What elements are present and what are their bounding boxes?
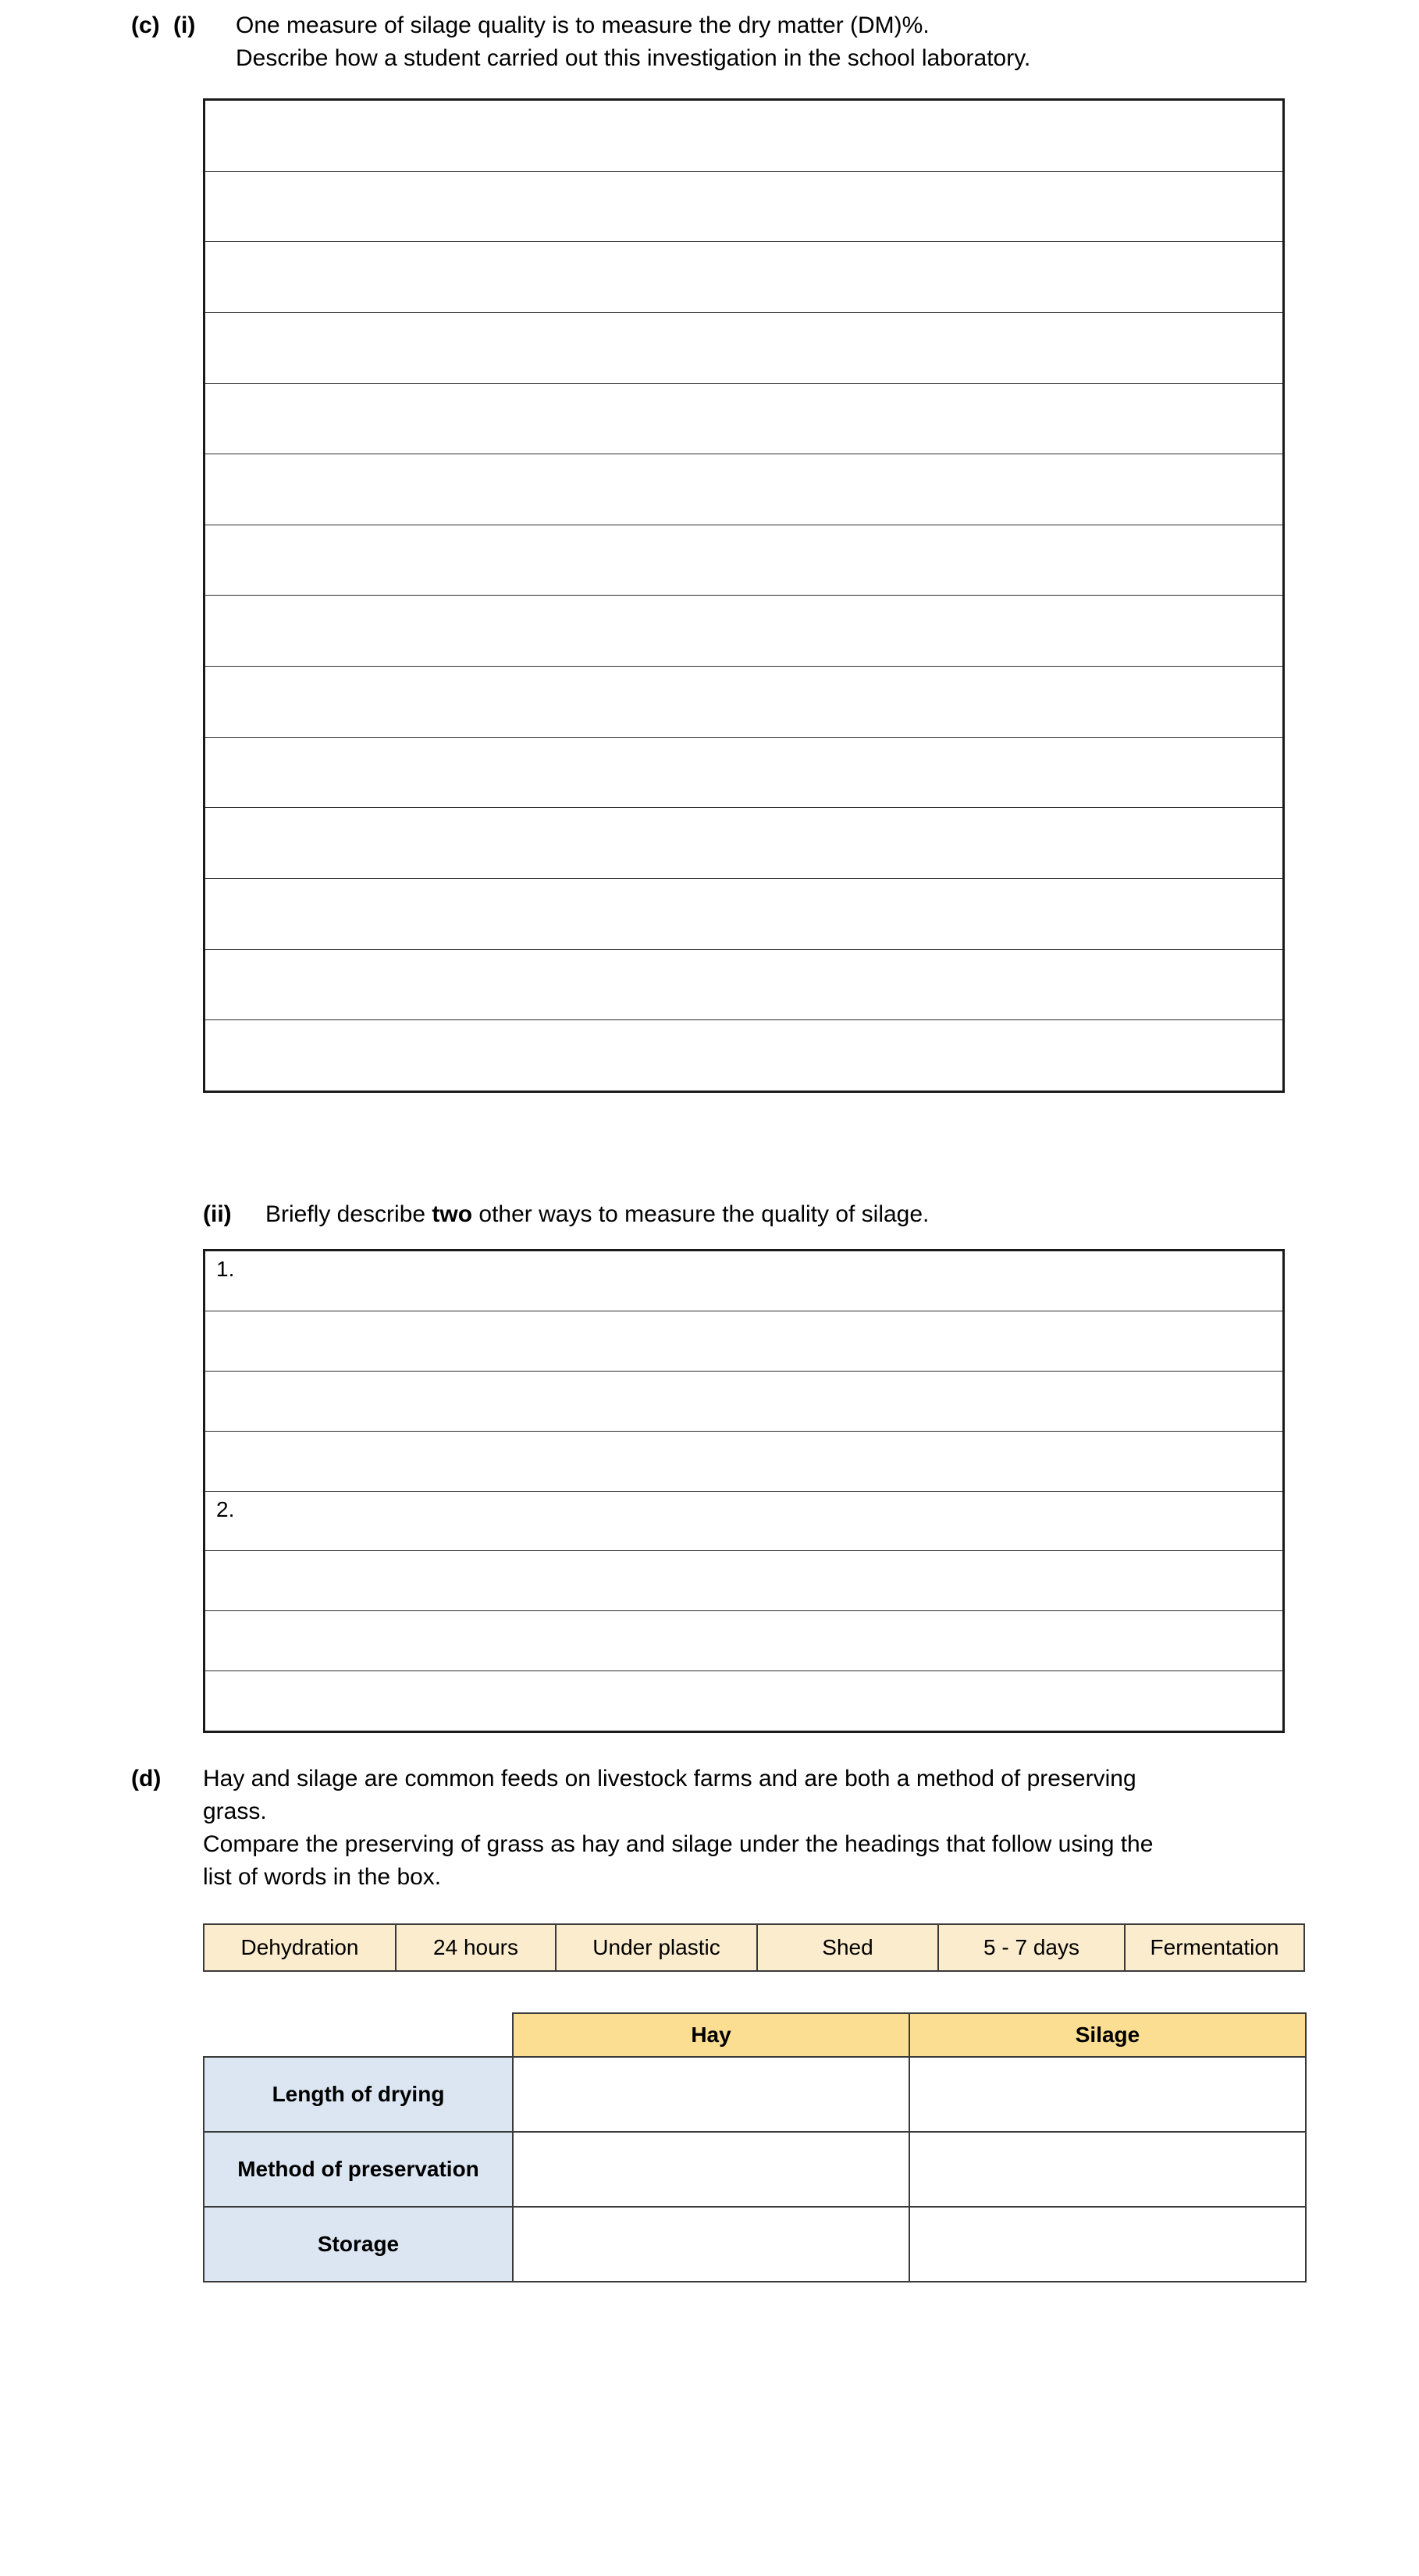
question-d-line1: Hay and silage are common feeds on livestock farms and are both a method of preserving (203, 1766, 1136, 1791)
answer-line[interactable] (205, 1372, 1282, 1432)
answer-line-2[interactable]: 2. (205, 1492, 1282, 1552)
table-row-header-storage: Storage (204, 2207, 513, 2282)
question-d-line2: grass. (203, 1799, 267, 1824)
answer-line[interactable] (205, 384, 1282, 455)
word-bank (203, 1923, 1305, 1972)
answer-line[interactable] (205, 313, 1282, 384)
question-c-ii-text-after: other ways to measure the quality of silage. (472, 1201, 930, 1227)
question-c-i-text (236, 9, 1286, 75)
table-cell-silage-length-of-drying[interactable] (909, 2057, 1306, 2132)
question-d-line3: Compare the preserving of grass as hay and silage under the headings that follow using the (203, 1831, 1154, 1857)
table-corner-cell (204, 2013, 513, 2057)
question-marker-d: (d) (131, 1766, 162, 1791)
answer-line[interactable] (205, 172, 1282, 243)
question-d-text (203, 1763, 1294, 1894)
answer-line[interactable] (205, 596, 1282, 667)
table-row (204, 2132, 1306, 2207)
answer-line[interactable] (205, 101, 1282, 172)
answer-line[interactable] (205, 454, 1282, 525)
answer-line[interactable] (205, 738, 1282, 809)
table-column-header-silage: Silage (909, 2013, 1306, 2057)
question-marker-c-ii: (ii) (203, 1201, 232, 1227)
answer-line[interactable] (205, 525, 1282, 596)
answer-line[interactable] (205, 1311, 1282, 1372)
word-bank-item: Shed (758, 1925, 939, 1970)
hay-silage-comparison-table (203, 2012, 1307, 2282)
answer-line[interactable] (205, 1551, 1282, 1611)
table-row (204, 2207, 1306, 2282)
answer-line[interactable] (205, 1432, 1282, 1492)
answer-line-1[interactable]: 1. (205, 1251, 1282, 1311)
table-cell-hay-method-of-preservation[interactable] (513, 2132, 909, 2207)
table-row-header-method-of-preservation: Method of preservation (204, 2132, 513, 2207)
question-c-ii-text (265, 1198, 1288, 1231)
word-bank-item: 5 - 7 days (939, 1925, 1126, 1970)
question-c-ii-text-before: Briefly describe (265, 1201, 432, 1227)
word-bank-item: 24 hours (397, 1925, 557, 1970)
table-header-row (204, 2013, 1306, 2057)
table-row-header-length-of-drying: Length of drying (204, 2057, 513, 2132)
answer-line[interactable] (205, 1671, 1282, 1731)
question-c-i-line2: Describe how a student carried out this investigation in the school laboratory. (236, 45, 1031, 71)
table-cell-silage-storage[interactable] (909, 2207, 1306, 2282)
answer-line[interactable] (205, 242, 1282, 313)
question-c-ii-text-bold: two (432, 1201, 473, 1227)
answer-line[interactable] (205, 879, 1282, 950)
question-marker-c-i: (i) (173, 12, 196, 38)
table-row (204, 2057, 1306, 2132)
answer-line[interactable] (205, 667, 1282, 738)
word-bank-item: Fermentation (1126, 1925, 1303, 1970)
table-cell-hay-storage[interactable] (513, 2207, 909, 2282)
question-c-ii-heading (203, 1198, 1288, 1231)
answer-line[interactable] (205, 1611, 1282, 1671)
question-marker-c: (c) (131, 12, 160, 38)
word-bank-item: Under plastic (557, 1925, 758, 1970)
table-cell-hay-length-of-drying[interactable] (513, 2057, 909, 2132)
question-c-i-line1: One measure of silage quality is to measure the dry matter (DM)%. (236, 12, 930, 38)
answer-line[interactable] (205, 1020, 1282, 1091)
answer-box-c-i[interactable] (203, 98, 1285, 1093)
table-column-header-hay: Hay (513, 2013, 909, 2057)
table-cell-silage-method-of-preservation[interactable] (909, 2132, 1306, 2207)
answer-line[interactable] (205, 808, 1282, 879)
question-d-line4: list of words in the box. (203, 1864, 442, 1890)
question-d-heading (131, 1763, 1294, 1894)
answer-line[interactable] (205, 950, 1282, 1021)
word-bank-item: Dehydration (204, 1925, 397, 1970)
answer-box-c-ii[interactable] (203, 1249, 1285, 1733)
question-c-i-heading (131, 9, 1286, 75)
